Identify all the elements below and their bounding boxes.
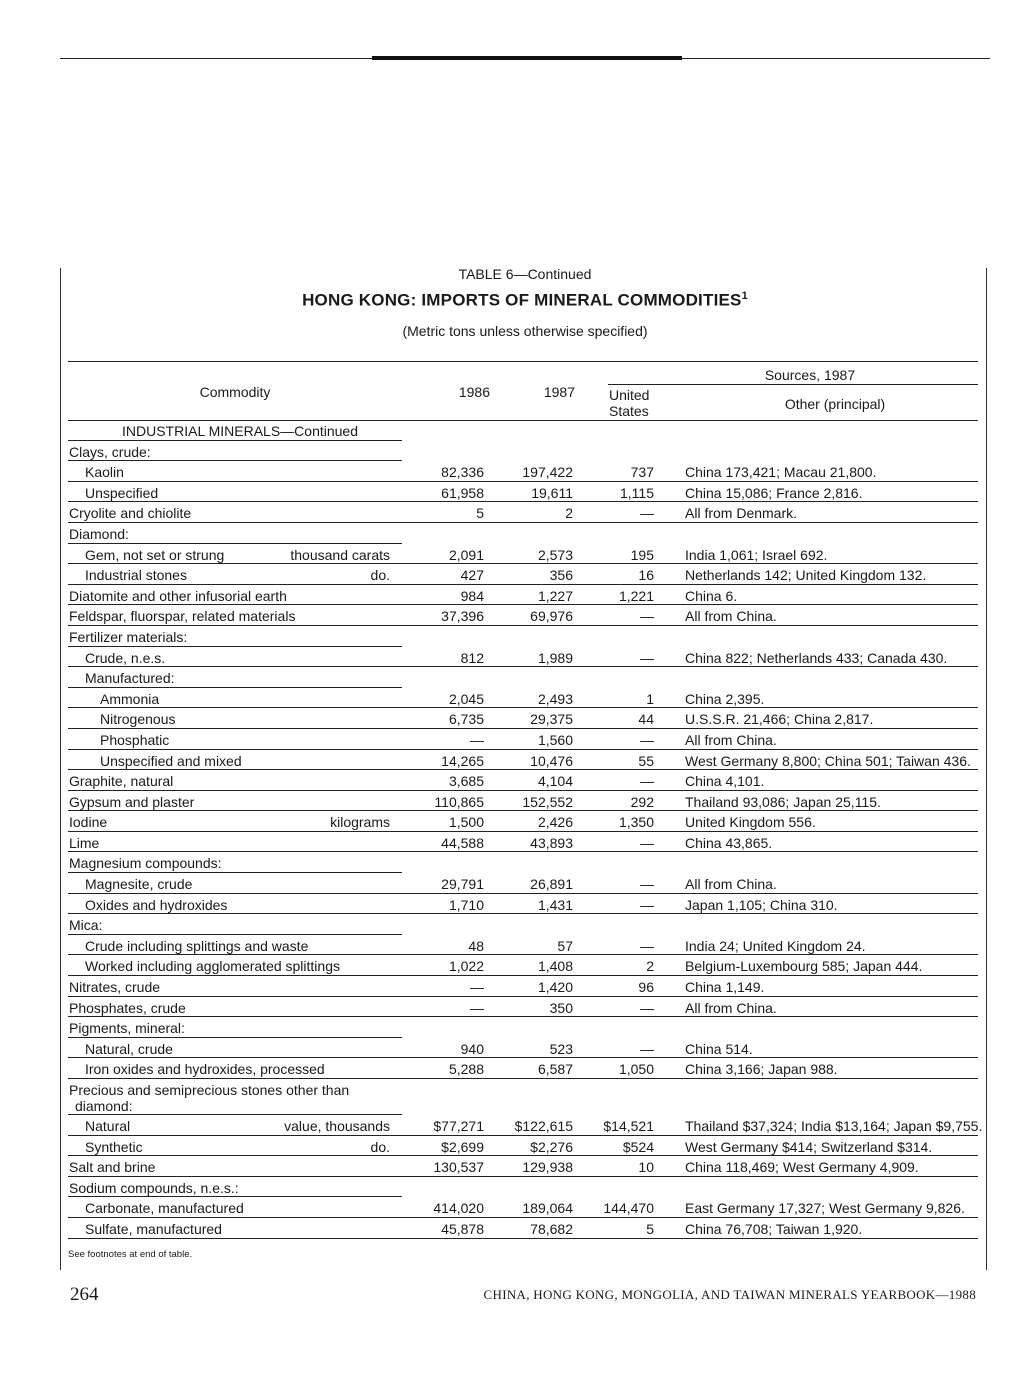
commodity-label: Cryolite and chiolite bbox=[69, 505, 192, 522]
value-1987: 189,064 bbox=[522, 1200, 573, 1217]
commodity-label: Iodine bbox=[69, 814, 108, 831]
value-united-states: — bbox=[640, 999, 654, 1016]
value-other-sources: U.S.S.R. 21,466; China 2,817. bbox=[685, 711, 874, 728]
table-row bbox=[68, 667, 978, 688]
commodity-label: Crude, n.e.s. bbox=[85, 649, 166, 666]
value-other-sources: Thailand $37,324; India $13,164; Japan $9,755. bbox=[685, 1118, 983, 1134]
table-row bbox=[68, 647, 978, 668]
footnote-note: See footnotes at end of table. bbox=[68, 1249, 193, 1260]
value-1987: $2,276 bbox=[530, 1138, 573, 1155]
value-1986: 6,735 bbox=[448, 711, 484, 728]
table-row bbox=[68, 585, 978, 606]
value-united-states: — bbox=[640, 608, 654, 625]
commodity-label: Lime bbox=[69, 834, 100, 851]
commodity-label: Iron oxides and hydroxides, processed bbox=[85, 1061, 325, 1078]
value-united-states: 1,221 bbox=[618, 587, 654, 604]
table-body bbox=[68, 420, 983, 1239]
value-other-sources: United Kingdom 556. bbox=[685, 814, 816, 831]
value-other-sources: China 173,421; Macau 21,800. bbox=[685, 464, 877, 481]
table-row bbox=[68, 894, 978, 915]
table-row bbox=[68, 605, 978, 626]
col-header-1987: 1987 bbox=[543, 384, 575, 400]
table-row bbox=[68, 626, 978, 647]
sources-rule bbox=[608, 384, 978, 385]
value-united-states: — bbox=[640, 834, 654, 851]
value-other-sources: All from Denmark. bbox=[685, 505, 798, 522]
commodity-label: Gypsum and plaster bbox=[69, 793, 195, 810]
col-header-commodity: Commodity bbox=[199, 384, 271, 400]
value-1987: 197,422 bbox=[522, 464, 573, 481]
value-1987: 1,420 bbox=[537, 979, 573, 996]
commodity-label: Salt and brine bbox=[69, 1159, 156, 1176]
value-united-states: — bbox=[640, 505, 654, 522]
table-row bbox=[68, 1177, 978, 1198]
value-1987: 1,408 bbox=[537, 958, 573, 975]
value-other-sources: East Germany 17,327; West Germany 9,826. bbox=[685, 1200, 965, 1217]
value-1987: 57 bbox=[557, 937, 573, 954]
table-row bbox=[68, 1038, 978, 1059]
value-other-sources: All from China. bbox=[685, 731, 777, 748]
table-subtitle: (Metric tons unless otherwise specified) bbox=[402, 323, 648, 339]
value-1986: — bbox=[470, 979, 484, 996]
value-other-sources: Netherlands 142; United Kingdom 132. bbox=[685, 567, 927, 584]
value-1986: 130,537 bbox=[433, 1159, 484, 1176]
value-1987: 69,976 bbox=[530, 608, 573, 625]
value-other-sources: India 24; United Kingdom 24. bbox=[685, 937, 866, 954]
title-footnote-mark: 1 bbox=[741, 290, 748, 302]
value-united-states: 292 bbox=[630, 793, 654, 810]
page-top-bar bbox=[372, 56, 682, 60]
commodity-label: Manufactured: bbox=[85, 670, 175, 687]
commodity-label: Industrial stones bbox=[85, 567, 187, 584]
commodity-label: Sulfate, manufactured bbox=[85, 1220, 222, 1237]
table-row bbox=[68, 750, 978, 771]
commodity-label: Fertilizer materials: bbox=[69, 628, 188, 645]
value-united-states: 44 bbox=[638, 711, 654, 728]
value-1986: 48 bbox=[468, 937, 484, 954]
value-1987: 2,573 bbox=[537, 546, 573, 563]
value-1986: 5 bbox=[476, 505, 484, 522]
value-other-sources: All from China. bbox=[685, 876, 777, 893]
value-other-sources: China 822; Netherlands 433; Canada 430. bbox=[685, 649, 948, 666]
table-row bbox=[68, 997, 978, 1018]
commodity-label: Phosphates, crude bbox=[69, 999, 186, 1016]
running-title: CHINA, HONG KONG, MONGOLIA, AND TAIWAN MINERALS YEARBOOK—1988 bbox=[483, 1287, 976, 1302]
value-1986: 1,022 bbox=[448, 958, 484, 975]
table-row bbox=[68, 832, 978, 853]
value-united-states: 737 bbox=[630, 464, 654, 481]
value-other-sources: West Germany $414; Switzerland $314. bbox=[685, 1138, 933, 1155]
value-1987: 2 bbox=[565, 505, 573, 522]
value-1987: 1,989 bbox=[537, 649, 573, 666]
value-united-states: — bbox=[640, 773, 654, 790]
value-united-states: — bbox=[640, 876, 654, 893]
col-header-united-states: United States bbox=[609, 387, 650, 419]
value-1986: 14,265 bbox=[441, 752, 484, 769]
commodity-label: Mica: bbox=[69, 917, 103, 934]
value-united-states: — bbox=[640, 937, 654, 954]
value-united-states: 195 bbox=[630, 546, 654, 563]
commodity-label: Worked including agglomerated splittings bbox=[85, 958, 340, 975]
value-1986: 45,878 bbox=[441, 1220, 484, 1237]
value-other-sources: All from China. bbox=[685, 608, 777, 625]
table-row bbox=[68, 564, 978, 585]
value-1986: 37,396 bbox=[441, 608, 484, 625]
value-1987: 29,375 bbox=[530, 711, 573, 728]
commodity-label: Unspecified and mixed bbox=[100, 752, 242, 769]
commodity-label: INDUSTRIAL MINERALS—Continued bbox=[122, 423, 359, 439]
table-row bbox=[68, 1079, 978, 1115]
value-united-states: 96 bbox=[638, 979, 654, 996]
commodity-label: Diamond: bbox=[69, 525, 129, 542]
value-1986: — bbox=[470, 999, 484, 1016]
value-1987: 152,552 bbox=[522, 793, 573, 810]
table-row bbox=[68, 955, 978, 976]
value-1987: 2,426 bbox=[537, 814, 573, 831]
value-1987: 129,938 bbox=[522, 1159, 573, 1176]
value-1986: 984 bbox=[460, 587, 484, 604]
value-1986: 61,958 bbox=[441, 484, 484, 501]
table-title: HONG KONG: IMPORTS OF MINERAL COMMODITIES$^1$ bbox=[302, 290, 748, 310]
value-1987: 2,493 bbox=[537, 690, 573, 707]
value-united-states: $524 bbox=[622, 1138, 654, 1155]
value-1987: 1,227 bbox=[537, 587, 573, 604]
right-margin-rule bbox=[986, 268, 987, 1270]
commodity-label: Nitrates, crude bbox=[69, 979, 161, 996]
value-other-sources: China 15,086; France 2,816. bbox=[685, 484, 863, 501]
value-other-sources: China 2,395. bbox=[685, 690, 765, 707]
value-united-states: 5 bbox=[646, 1220, 654, 1237]
value-other-sources: China 4,101. bbox=[685, 773, 765, 790]
value-1987: 1,560 bbox=[537, 731, 573, 748]
value-other-sources: China 6. bbox=[685, 587, 738, 604]
commodity-label: Clays, crude: bbox=[69, 443, 151, 460]
value-united-states: — bbox=[640, 731, 654, 748]
value-united-states: 16 bbox=[638, 567, 654, 584]
value-united-states: 1,050 bbox=[618, 1061, 654, 1078]
value-1987: 523 bbox=[549, 1040, 573, 1057]
table-row bbox=[68, 461, 978, 482]
commodity-label: Precious and semiprecious stones other than bbox=[69, 1082, 350, 1098]
commodity-label: Magnesium compounds: bbox=[69, 855, 222, 872]
value-other-sources: China 118,469; West Germany 4,909. bbox=[685, 1159, 919, 1176]
table-row bbox=[68, 482, 978, 503]
value-other-sources: Thailand 93,086; Japan 25,115. bbox=[685, 793, 881, 810]
commodity-label: Ammonia bbox=[100, 690, 160, 707]
header-top-rule bbox=[68, 361, 978, 362]
value-1987: 19,611 bbox=[531, 484, 573, 501]
table-row bbox=[68, 729, 978, 750]
commodity-label: Magnesite, crude bbox=[85, 876, 193, 893]
left-margin-rule bbox=[60, 268, 61, 1270]
table-row bbox=[68, 1136, 978, 1157]
value-other-sources: India 1,061; Israel 692. bbox=[685, 546, 828, 563]
table-row bbox=[68, 544, 978, 565]
value-1987: 43,893 bbox=[530, 834, 573, 851]
value-other-sources: Japan 1,105; China 310. bbox=[685, 896, 838, 913]
value-other-sources: All from China. bbox=[685, 999, 777, 1016]
table-row bbox=[68, 976, 978, 997]
value-1986: 2,045 bbox=[448, 690, 484, 707]
value-other-sources: China 3,166; Japan 988. bbox=[685, 1061, 838, 1078]
value-1986: 1,710 bbox=[448, 896, 484, 913]
table-row bbox=[68, 1156, 978, 1177]
commodity-label: Sodium compounds, n.e.s.: bbox=[69, 1179, 239, 1196]
table-row bbox=[68, 688, 978, 709]
commodity-label: Unspecified bbox=[85, 484, 159, 501]
table-row bbox=[68, 502, 978, 523]
col-header-other: Other (principal) bbox=[784, 396, 886, 412]
value-united-states: 2 bbox=[646, 958, 654, 975]
unit-label: thousand carats bbox=[290, 546, 390, 563]
value-united-states: — bbox=[640, 1040, 654, 1057]
value-united-states: — bbox=[640, 649, 654, 666]
value-1986: 414,020 bbox=[433, 1200, 484, 1217]
value-united-states: 1,350 bbox=[618, 814, 654, 831]
value-1987: 350 bbox=[549, 999, 573, 1016]
value-1986: 82,336 bbox=[441, 464, 484, 481]
table-row bbox=[68, 770, 978, 791]
value-1986: 1,500 bbox=[448, 814, 484, 831]
value-other-sources: Belgium-Luxembourg 585; Japan 444. bbox=[685, 958, 923, 975]
value-1987: 26,891 bbox=[530, 876, 573, 893]
value-1987: 356 bbox=[549, 567, 573, 584]
value-1987: 6,587 bbox=[537, 1061, 573, 1078]
table-row bbox=[68, 1218, 978, 1239]
table-row bbox=[68, 523, 978, 544]
table-row bbox=[68, 811, 978, 832]
value-other-sources: China 76,708; Taiwan 1,920. bbox=[685, 1220, 863, 1237]
table-row bbox=[68, 420, 978, 441]
value-other-sources: West Germany 8,800; China 501; Taiwan 436. bbox=[685, 752, 971, 769]
value-united-states: — bbox=[640, 896, 654, 913]
table-row bbox=[68, 441, 978, 462]
value-united-states: $14,521 bbox=[603, 1118, 654, 1134]
value-1986: — bbox=[470, 731, 484, 748]
table-row bbox=[68, 1197, 978, 1218]
value-1986: 29,791 bbox=[441, 876, 484, 893]
value-1986: 44,588 bbox=[441, 834, 484, 851]
col-header-sources: Sources, 1987 bbox=[764, 367, 856, 383]
table-row bbox=[68, 914, 978, 935]
commodity-label: Oxides and hydroxides bbox=[85, 896, 228, 913]
value-1986: 940 bbox=[460, 1040, 484, 1057]
value-1987: 78,682 bbox=[530, 1220, 573, 1237]
commodity-label: Pigments, mineral: bbox=[69, 1020, 185, 1037]
value-1986: 110,865 bbox=[434, 793, 484, 810]
table-row bbox=[68, 1017, 978, 1038]
value-other-sources: China 514. bbox=[685, 1040, 753, 1057]
page-number: 264 bbox=[70, 1284, 99, 1305]
value-united-states: 1,115 bbox=[620, 484, 654, 501]
value-united-states: 55 bbox=[638, 752, 654, 769]
unit-label: value, thousands bbox=[284, 1118, 390, 1134]
value-1986: 5,288 bbox=[448, 1061, 484, 1078]
commodity-label: Nitrogenous bbox=[100, 711, 176, 728]
commodity-label: Crude including splittings and waste bbox=[85, 937, 309, 954]
table-row bbox=[68, 1058, 978, 1079]
commodity-label: Diatomite and other infusorial earth bbox=[69, 587, 287, 604]
commodity-label: Graphite, natural bbox=[69, 773, 174, 790]
value-united-states: 1 bbox=[646, 690, 654, 707]
commodity-label: Kaolin bbox=[85, 464, 124, 481]
table-label: TABLE 6—Continued bbox=[458, 266, 592, 282]
commodity-label: Phosphatic bbox=[100, 731, 170, 748]
value-united-states: 144,470 bbox=[603, 1200, 654, 1217]
value-other-sources: China 1,149. bbox=[685, 979, 765, 996]
row-rule bbox=[68, 1238, 978, 1239]
value-other-sources: China 43,865. bbox=[685, 834, 773, 851]
value-1986: 3,685 bbox=[448, 773, 484, 790]
commodity-label: Natural bbox=[85, 1118, 131, 1134]
value-1987: $122,615 bbox=[514, 1118, 573, 1134]
value-1987: 10,476 bbox=[530, 752, 573, 769]
table-row bbox=[68, 935, 978, 956]
table-row bbox=[68, 1115, 983, 1136]
value-united-states: 10 bbox=[638, 1159, 654, 1176]
commodity-label: Natural, crude bbox=[85, 1040, 173, 1057]
table-row bbox=[68, 708, 978, 729]
table-row bbox=[68, 873, 978, 894]
commodity-label: Synthetic bbox=[85, 1138, 143, 1155]
unit-label: kilograms bbox=[330, 814, 390, 831]
value-1986: 812 bbox=[460, 649, 484, 666]
value-1986: 2,091 bbox=[448, 546, 484, 563]
value-1987: 4,104 bbox=[537, 773, 573, 790]
commodity-label: Feldspar, fluorspar, related materials bbox=[69, 608, 296, 625]
col-header-1986: 1986 bbox=[458, 384, 490, 400]
commodity-label: Carbonate, manufactured bbox=[85, 1200, 244, 1217]
table-row bbox=[68, 791, 978, 812]
unit-label: do. bbox=[370, 567, 390, 584]
commodity-label: Gem, not set or strung bbox=[85, 546, 225, 563]
commodity-label-continued: diamond: bbox=[75, 1098, 133, 1114]
table-row bbox=[68, 852, 978, 873]
unit-label: do. bbox=[370, 1138, 390, 1155]
value-1986: 427 bbox=[460, 567, 484, 584]
value-1986: $77,271 bbox=[433, 1118, 484, 1134]
value-1986: $2,699 bbox=[441, 1138, 484, 1155]
value-1987: 1,431 bbox=[537, 896, 573, 913]
